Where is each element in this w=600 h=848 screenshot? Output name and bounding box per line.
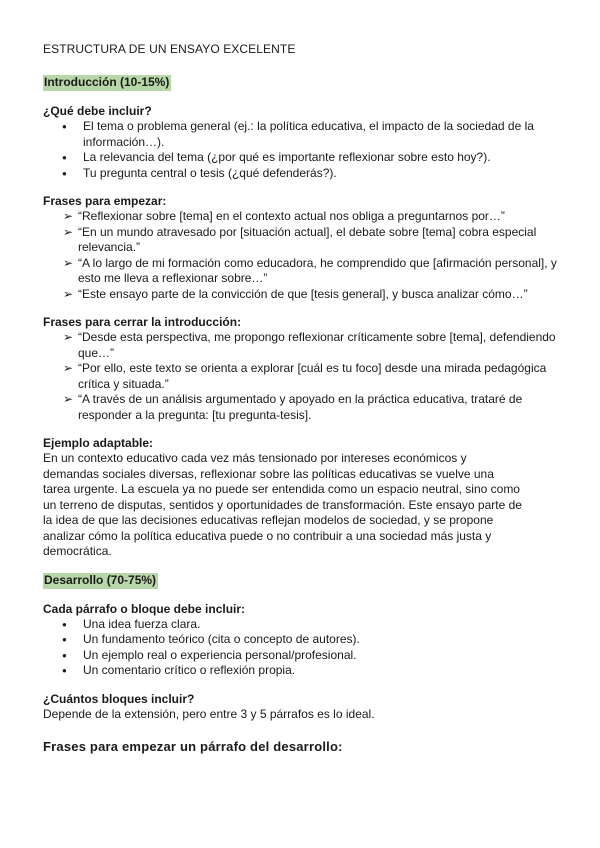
list-item: ● Un ejemplo real o experiencia personal/profesional. <box>43 648 563 664</box>
list-item: ● Una idea fuerza clara. <box>43 617 563 633</box>
example-line: En un contexto educativo cada vez más tensionado por intereses económicos y <box>43 451 467 465</box>
development-section <box>43 573 563 755</box>
example-line: la idea de que las decisiones educativas reflejan modelos de sociedad, y se propone <box>43 513 494 527</box>
list-item: ➢ “Desde esta perspectiva, me propongo reflexionar críticamente sobre [tema], defendiendo que…” <box>43 330 563 361</box>
document-page <box>43 42 563 754</box>
list-item: ● Un fundamento teórico (cita o concepto de autores). <box>43 632 563 648</box>
intro-example-block <box>43 436 563 560</box>
list-item: ➢ “A través de un análisis argumentado y apoyado en la práctica educativa, trataré de responder a la pregunta: [tu pregunta-tesis]. <box>43 392 563 423</box>
list-item: ➢ “En un mundo atravesado por [situación actual], el debate sobre [tema] cobra especial relevancia.” <box>43 225 563 256</box>
intro-example-heading: Ejemplo adaptable: <box>43 436 154 450</box>
document-title: ESTRUCTURA DE UN ENSAYO EXCELENTE <box>43 42 296 56</box>
list-item: ● Un comentario crítico o reflexión propia. <box>43 663 563 679</box>
list-item: ➢ “Reflexionar sobre [tema] en el contexto actual nos obliga a preguntarnos por…” <box>43 209 563 225</box>
development-phrases-heading: Frases para empezar un párrafo del desarrollo: <box>43 739 343 754</box>
intro-close-heading: Frases para cerrar la introducción: <box>43 315 242 329</box>
list-item: ➢ “Este ensayo parte de la convicción de que [tesis general], y busca analizar cómo…” <box>43 287 563 303</box>
development-count-heading: ¿Cuántos bloques incluir? <box>43 691 195 706</box>
intro-heading: Introducción (10-15%) <box>44 75 170 89</box>
development-heading: Desarrollo (70-75%) <box>44 572 157 587</box>
example-line: un terreno de disputas, sentidos y oportunidades de transformación. Este ensayo parte de <box>43 497 522 512</box>
intro-close-list <box>43 330 563 423</box>
list-item: ● El tema o problema general (ej.: la política educativa, el impacto de la sociedad de la información…). <box>43 119 563 150</box>
intro-close-block <box>43 315 563 423</box>
intro-include-heading: ¿Qué debe incluir? <box>43 104 152 118</box>
example-line: democrática. <box>43 544 112 558</box>
intro-include-list <box>43 119 563 181</box>
development-block-heading: Cada párrafo o bloque debe incluir: <box>43 601 246 616</box>
example-line: analizar cómo la política educativa puede o no contribuir a una sociedad más justa y <box>43 528 492 543</box>
intro-section <box>43 75 563 560</box>
intro-start-heading: Frases para empezar: <box>43 194 167 208</box>
list-item: ● La relevancia del tema (¿por qué es importante reflexionar sobre esto hoy?). <box>43 150 563 166</box>
development-count-block <box>43 692 563 723</box>
list-item: ● Tu pregunta central o tesis (¿qué defenderás?). <box>43 166 563 182</box>
intro-start-block <box>43 194 563 302</box>
development-block-requirements <box>43 602 563 679</box>
example-line: demandas sociales diversas, reflexionar sobre las políticas educativas se vuelve una <box>43 466 494 481</box>
list-item: ➢ “A lo largo de mi formación como educadora, he comprendido que [afirmación personal], y esto me lleva a reflexionar sobre…” <box>43 256 563 287</box>
development-block-list <box>43 617 563 679</box>
example-line: tarea urgente. La escuela ya no puede ser entendida como un espacio neutral, sino como <box>43 482 520 496</box>
development-count-text: Depende de la extensión, pero entre 3 y 5 párrafos es lo ideal. <box>43 706 375 721</box>
intro-start-list <box>43 209 563 302</box>
list-item: ➢ “Por ello, este texto se orienta a explorar [cuál es tu foco] desde una mirada pedagógica crítica y situada.” <box>43 361 563 392</box>
intro-include-block <box>43 104 563 181</box>
